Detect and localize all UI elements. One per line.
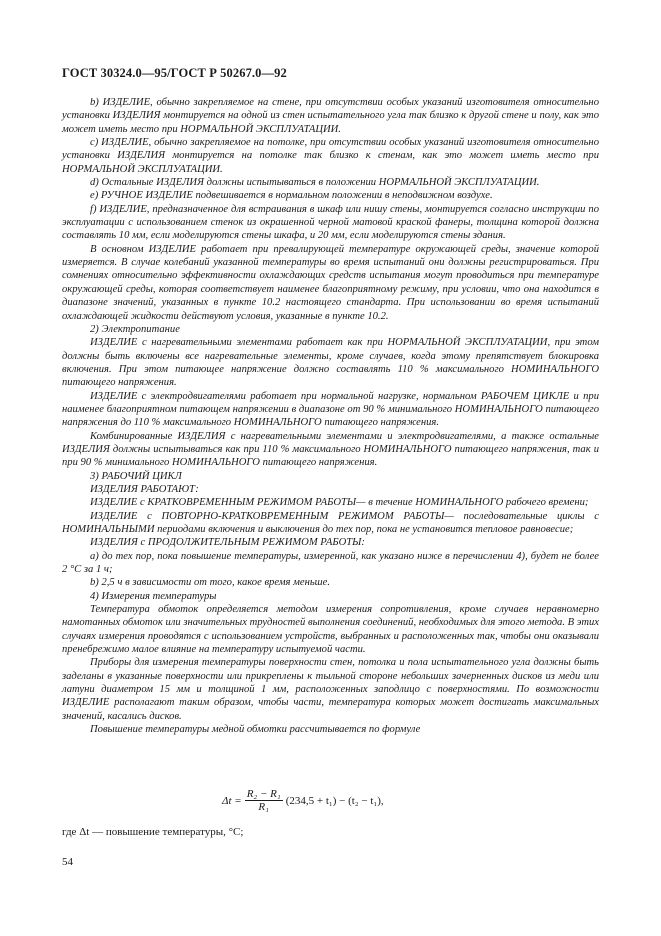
- temperature-rise-formula: [222, 788, 384, 813]
- paragraph: Приборы для измерения температуры поверхности стен, потолка и пола испытательного угла должны быть заделаны в указанные поверхности или прикреплены к тыльной стороне небольших зачерненных дисков из меди или латуни диаметром 15 мм и толщиной 1 мм, расположенных заподлицо с поверхностями. По возможности ИЗДЕЛИЕ располагают таким образом, чтобы части, температура которых может достигать максимальных значений, касались дисков.: [62, 657, 599, 722]
- paragraph: ИЗДЕЛИЯ с ПРОДОЛЖИТЕЛЬНЫМ РЕЖИМОМ РАБОТЫ:: [90, 537, 365, 549]
- paragraph: f) ИЗДЕЛИЕ, предназначенное для встраивания в шкаф или нишу стены, монтируется согласно инструкции по эксплуатации с использованием стенок из окрашенной черной матовой краской фанеры, толщина которой должна составлять 10 мм, если моделируются стены шкафа, и 20 мм, если моделируются стены здания.: [62, 203, 599, 242]
- paragraph: ИЗДЕЛИЕ с ПОВТОРНО-КРАТКОВРЕМЕННЫМ РЕЖИМОМ РАБОТЫ— последовательные циклы с НОМИНАЛЬНЫМИ периодами включения и выключения до тех пор, пока не установится тепловое равновесие;: [62, 510, 599, 535]
- section-heading: 3) РАБОЧИЙ ЦИКЛ: [90, 470, 182, 482]
- paragraph: Комбинированные ИЗДЕЛИЯ с нагревательными элементами и электродвигателями, а также остальные ИЗДЕЛИЯ должны испытываться как при 110 % максимального НОМИНАЛЬНОГО питающего напряжения, так и при 90 % минимального НОМИНАЛЬНОГО питающего напряжения.: [62, 430, 599, 469]
- document-header: ГОСТ 30324.0—95/ГОСТ Р 50267.0—92: [62, 66, 287, 80]
- paragraph: ИЗДЕЛИЕ с КРАТКОВРЕМЕННЫМ РЕЖИМОМ РАБОТЫ— в течение НОМИНАЛЬНОГО рабочего времени;: [90, 497, 589, 509]
- paragraph: c) ИЗДЕЛИЕ, обычно закрепляемое на потолке, при отсутствии особых указаний изготовителя относительно установки ИЗДЕЛИЯ монтируется на потолке так близко к стенам, как это может иметь место при НОРМАЛЬНОЙ ЭКСПЛУАТАЦИИ.: [62, 137, 599, 175]
- paragraph: ИЗДЕЛИЕ с электродвигателями работает при нормальной нагрузке, нормальном РАБОЧЕМ ЦИКЛЕ и при наименее благоприятном питающем напряжении в диапазоне от 90 % минимального НОМИНАЛЬНОГО питающего напряжения до 110 % максимального НОМИНАЛЬНОГО питающего напряжения.: [62, 390, 599, 429]
- formula-where-clause: где Δt — повышение температуры, °С;: [62, 826, 244, 838]
- paragraph: Температура обмоток определяется методом измерения сопротивления, кроме случаев неравномерно намотанных обмоток или значительных трудностей выполнения соединений, необходимых для этого метода. В этих случаях измерения проводятся с использованием устройств, выбранных и расположенных так, чтобы они оказывали пренебрежимо малое влияние на температуру испытуемой части.: [62, 604, 599, 656]
- section-heading: 2) Электропитание: [90, 323, 180, 335]
- paragraph: Повышение температуры медной обмотки рассчитывается по формуле: [90, 724, 421, 736]
- paragraph: ИЗДЕЛИЯ РАБОТАЮТ:: [90, 483, 199, 495]
- paragraph: d) Остальные ИЗДЕЛИЯ должны испытываться в положении НОРМАЛЬНОЙ ЭКСПЛУАТАЦИИ.: [90, 177, 540, 189]
- formula-denominator: R₁: [258, 801, 269, 813]
- formula-numerator: R₂ − R₁: [246, 788, 281, 800]
- paragraph: e) РУЧНОЕ ИЗДЕЛИЕ подвешивается в нормальном положении в неподвижном воздухе.: [90, 190, 493, 202]
- formula-fraction: [245, 788, 283, 813]
- paragraph: ИЗДЕЛИЕ с нагревательными элементами работает как при НОРМАЛЬНОЙ ЭКСПЛУАТАЦИИ, при этом должны быть включены все нагревательные элементы, кроме случаев, когда этому препятствует блокировка включения. При этом питающее напряжение должно составлять 110 % максимального НОМИНАЛЬНОГО питающего напряжения.: [62, 337, 599, 389]
- paragraph: a) до тех пор, пока повышение температуры, измеренной, как указано ниже в перечислении 4), будет не более 2 °С за 1 ч;: [62, 550, 599, 576]
- paragraph: b) ИЗДЕЛИЕ, обычно закрепляемое на стене, при отсутствии особых указаний изготовителя относительно установки ИЗДЕЛИЯ монтируется на одной из стен испытательного угла так близко к другой стене и полу, как это может иметь место при НОРМАЛЬНОЙ ЭКСПЛУАТАЦИИ.: [62, 97, 599, 135]
- paragraph: b) 2,5 ч в зависимости от того, какое время меньше.: [90, 577, 331, 589]
- paragraph: В основном ИЗДЕЛИЕ работает при превалирующей температуре окружающей среды, значение которой измеряется. В случае колебаний указанной температуры во время испытаний они должны регистрироваться. При сомнениях относительно эффективности охлаждающих средств испытания могут проводиться при температуре окружающей среды, которая соответствует наименее благоприятному режиму, при условии, что она находится в диапазоне значений, указанных в пункте 10.2 настоящего стандарта. При использовании во время испытаний охлаждающей жидкости действуют условия, указанные в пункте 10.2.: [62, 243, 599, 322]
- section-heading: 4) Измерения температуры: [90, 590, 217, 602]
- formula-lhs: Δt =: [222, 794, 242, 807]
- page-number: 54: [62, 856, 73, 868]
- formula-rest: (234,5 + t₁) − (t₂ − t₁),: [285, 794, 384, 807]
- document-body: [62, 96, 599, 737]
